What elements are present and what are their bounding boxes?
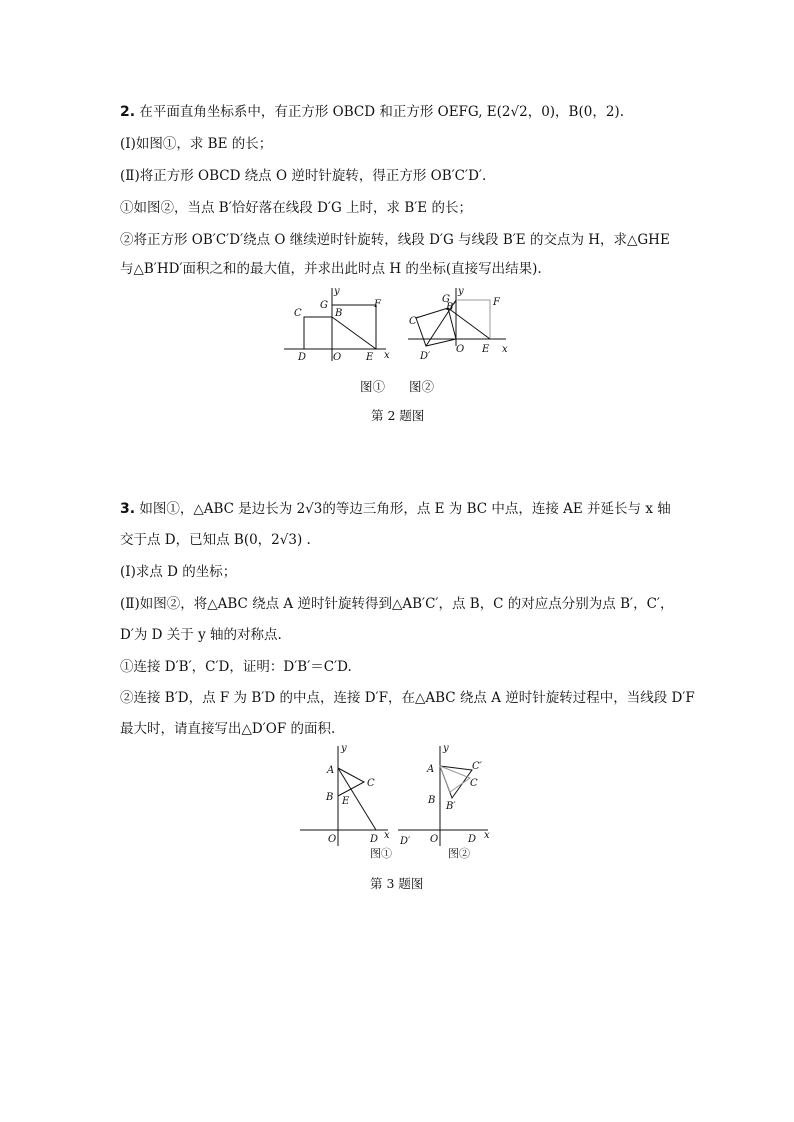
- problem-2-figure-1: [282, 286, 392, 366]
- label-a: A: [427, 764, 435, 775]
- problem-3-line-2: 交于点 D，已知点 B(0，2√3) .: [120, 532, 311, 548]
- square-obcd: [304, 317, 332, 349]
- label-g: G: [320, 300, 328, 311]
- label-c: C: [367, 778, 375, 789]
- label-y: y: [443, 743, 449, 754]
- problem-2-fig-1-caption: 图①: [360, 379, 386, 394]
- problem-3-figure-2: [396, 742, 492, 864]
- label-x: x: [384, 830, 390, 841]
- label-b: B: [428, 795, 436, 806]
- label-c1: C′: [409, 316, 419, 327]
- problem-3-line-6: ①连接 D′B′，C′D，证明：D′B′＝C′D.: [120, 659, 352, 675]
- triangle-ab1c1: [440, 766, 472, 798]
- label-d: D: [298, 352, 307, 363]
- problem-3-fig-2-caption: 图②: [448, 847, 470, 860]
- label-b1: B′: [446, 801, 456, 812]
- square-ob1c1d1: [416, 308, 456, 346]
- label-y: y: [458, 286, 464, 297]
- label-b: B: [326, 792, 334, 803]
- problem-2-line-5: ②将正方形 OB′C′D′绕点 O 继续逆时针旋转，线段 D′G 与线段 B′E 的交点为 H，求△GHE: [120, 232, 670, 248]
- problem-3-line-5: D′为 D 关于 y 轴的对称点.: [120, 627, 282, 643]
- triangle-abc: [338, 768, 364, 796]
- problem-3-fig-1-caption: 图①: [370, 847, 392, 860]
- label-f: F: [493, 297, 500, 308]
- label-b: B: [335, 308, 343, 319]
- label-o: O: [430, 834, 439, 845]
- problem-2-line-6: 与△B′HD′面积之和的最大值，并求出此时点 H 的坐标(直接写出结果).: [120, 261, 542, 277]
- label-y: y: [334, 286, 340, 297]
- problem-2-line-3: (Ⅱ)将正方形 OBCD 绕点 O 逆时针旋转，得正方形 OB′C′D′.: [120, 168, 487, 184]
- square-oefg-sides: [456, 300, 490, 339]
- label-o: O: [333, 352, 342, 363]
- label-f: F: [374, 299, 381, 310]
- label-c: C: [470, 778, 478, 789]
- label-e: E: [482, 344, 490, 355]
- problem-3-line-8: 最大时，请直接写出△D′OF 的面积.: [120, 721, 336, 737]
- label-x: x: [502, 344, 508, 355]
- label-d: D: [468, 834, 477, 845]
- label-c1: C′: [472, 761, 482, 772]
- label-e: E: [366, 352, 374, 363]
- problem-2-line-2: (Ⅰ)如图①，求 BE 的长；: [120, 136, 273, 152]
- label-d1: D′: [400, 836, 411, 847]
- label-g: G: [442, 294, 450, 305]
- problem-2-fig-2-caption: 图②: [409, 379, 435, 394]
- label-e: E: [342, 796, 350, 807]
- problem-2-caption: 第 2 题图: [371, 408, 425, 423]
- label-c: C: [294, 308, 302, 319]
- problem-2-line-1: [120, 103, 624, 121]
- problem-3-text: 如图①，△ABC 是边长为 2√3的等边三角形，点 E 为 BC 中点，连接 AE 并延长与 x 轴: [139, 501, 671, 517]
- label-y: y: [341, 743, 347, 754]
- problem-2-number: 2.: [120, 104, 136, 120]
- segment-be: [332, 317, 376, 349]
- label-d1: D′: [420, 351, 431, 362]
- label-x: x: [484, 830, 490, 841]
- problem-3-caption: 第 3 题图: [370, 876, 424, 891]
- label-d: D: [370, 834, 379, 845]
- label-a: A: [327, 765, 335, 776]
- problem-2-figure-2: [406, 286, 516, 366]
- label-x: x: [384, 350, 390, 361]
- label-o: O: [456, 344, 465, 355]
- problem-2-text: 在平面直角坐标系中，有正方形 OBCD 和正方形 OEFG, E(2√2，0)，B(0，2).: [139, 104, 624, 120]
- problem-3-line-1: [120, 500, 671, 518]
- problem-3-line-4: (Ⅱ)如图②，将△ABC 绕点 A 逆时针旋转得到△AB′C′，点 B，C 的对应点分别为点 B′，C′，: [120, 596, 674, 612]
- problem-2-line-4: ①如图②，当点 B′恰好落在线段 D′G 上时，求 B′E 的长；: [120, 200, 472, 216]
- problem-3-line-7: ②连接 B′D，点 F 为 B′D 的中点，连接 D′F，在△ABC 绕点 A 逆时针旋转过程中，当线段 D′F: [120, 690, 695, 706]
- label-o: O: [328, 834, 337, 845]
- problem-3-number: 3.: [120, 501, 136, 517]
- problem-3-figure-1: [300, 742, 392, 864]
- problem-3-line-3: (Ⅰ)求点 D 的坐标；: [120, 564, 237, 580]
- label-b1: B′: [446, 302, 456, 313]
